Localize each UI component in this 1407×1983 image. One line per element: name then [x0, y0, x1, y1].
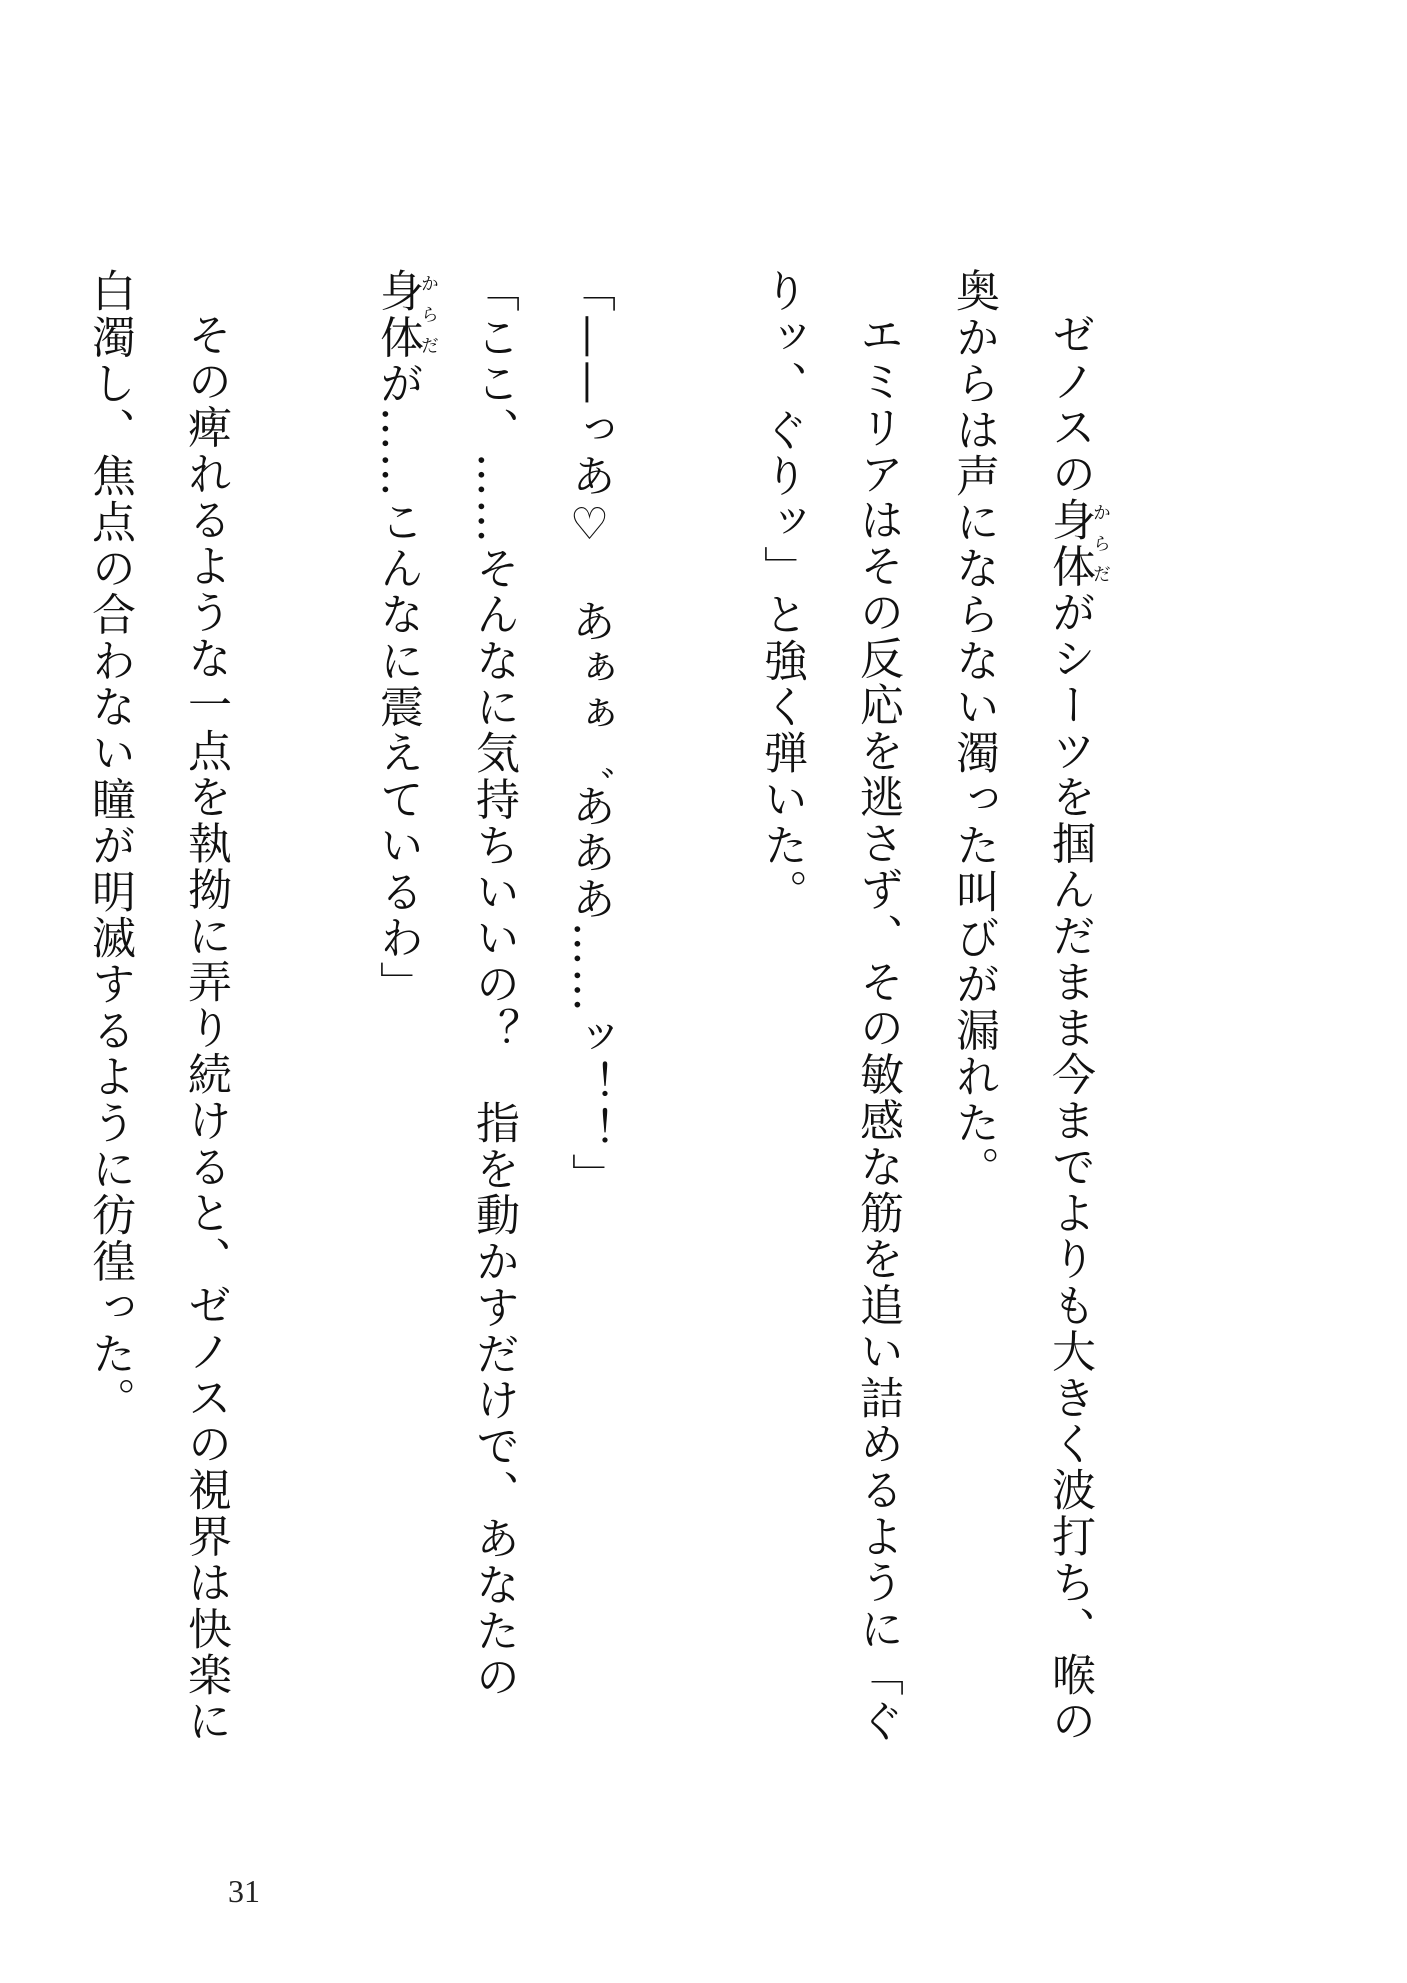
paragraph — [349, 268, 541, 1748]
vertical-text-body — [0, 268, 1117, 1748]
ruby-base: 身体 — [372, 268, 423, 361]
text-run: その痺れるような一点を執拗に弄り続けると、ゼノスの視界は快楽に白濁し、焦点の合わない瞳が明滅するように彷徨った。 — [84, 268, 231, 1745]
ruby-word — [1044, 496, 1111, 590]
blank-line — [253, 268, 349, 1748]
paragraph — [925, 268, 1117, 1748]
text-run: ゼノスの — [1044, 312, 1095, 497]
ruby-base: 身体 — [1044, 496, 1095, 590]
page-number: 31 — [228, 1873, 260, 1909]
text-run: がシーツを掴んだまま今までよりも大きく波打ち、喉の奥からは声にならない濁った叫びが漏れた。 — [948, 268, 1095, 1745]
text-run: 「——っあ♡ あぁぁ゛あああ……ッ！！」 — [564, 268, 615, 1199]
text-run: エミリアはその反応を逃さず、その敏感な筋を追い詰めるように「ぐりッ、ぐりッ」と強く弾いた。 — [756, 268, 903, 1745]
blank-line — [0, 268, 61, 1748]
ruby-reading: からだ — [1090, 496, 1111, 590]
paragraph — [61, 268, 253, 1748]
paragraph — [733, 268, 925, 1748]
text-run: 「ここ、……そんなに気持ちいいの？ 指を動かすだけで、あなたの — [468, 268, 519, 1701]
ruby-reading: からだ — [418, 268, 439, 361]
text-run: が……こんなに震えているわ」 — [372, 360, 423, 1008]
paragraph — [541, 268, 637, 1748]
blank-line — [637, 268, 733, 1748]
ruby-word — [372, 268, 439, 361]
